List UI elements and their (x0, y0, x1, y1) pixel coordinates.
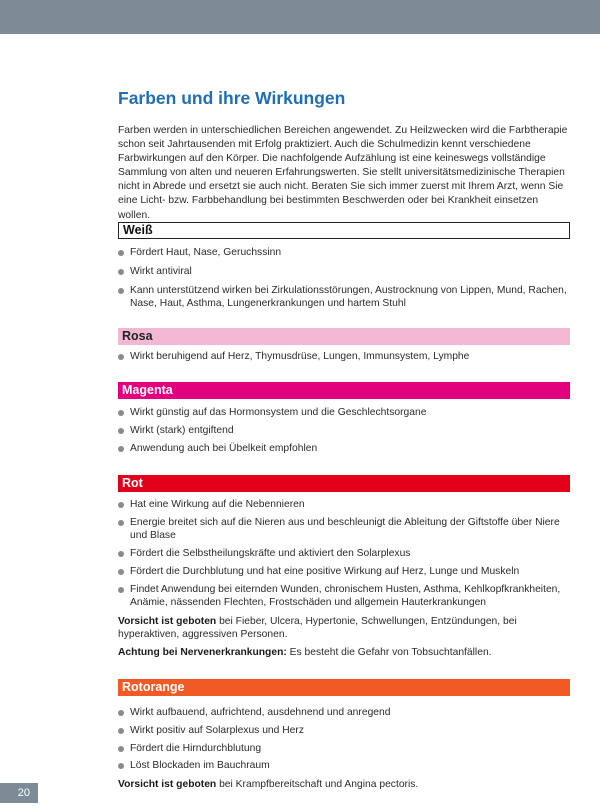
list-item: Hat eine Wirkung auf die Nebennieren (118, 499, 570, 512)
list-weiss (118, 247, 570, 317)
bullet-icon (118, 763, 124, 769)
bullet-icon (118, 410, 124, 416)
bullet-icon (118, 502, 124, 508)
bullet-icon (118, 288, 124, 294)
page-title: Farben und ihre Wirkungen (118, 88, 346, 108)
page-number: 20 (0, 783, 38, 803)
list-item: Wirkt beruhigend auf Herz, Thymusdrüse, Lungen, Immunsystem, Lymphe (118, 351, 570, 364)
bullet-icon (118, 269, 124, 275)
list-item: Anwendung auch bei Übelkeit empfohlen (118, 443, 570, 456)
list-rotorange (118, 707, 570, 778)
bullet-icon (118, 520, 124, 526)
list-item: Fördert die Hirndurchblutung (118, 743, 570, 756)
list-rosa (118, 351, 570, 370)
bullet-icon (118, 428, 124, 434)
list-item: Kann unterstützend wirken bei Zirkulationsstörungen, Austrocknung von Lippen, Mund, Rachen, Nase, Haut, Asthma, Lungenerkrankungen und hartem Stuhl (118, 285, 570, 310)
header-bar (0, 0, 600, 34)
bullet-icon (118, 354, 124, 360)
bullet-icon (118, 446, 124, 452)
section-heading-rosa: Rosa (118, 328, 570, 345)
list-item: Fördert Haut, Nase, Geruchssinn (118, 247, 570, 260)
list-item: Wirkt (stark) entgiftend (118, 425, 570, 438)
list-magenta (118, 407, 570, 462)
list-rot (118, 499, 570, 615)
list-item: Fördert die Selbstheilungskräfte und aktiviert den Solarplexus (118, 548, 570, 561)
list-item: Löst Blockaden im Bauchraum (118, 760, 570, 773)
list-item: Wirkt antiviral (118, 266, 570, 279)
bullet-icon (118, 587, 124, 593)
list-item: Energie breitet sich auf die Nieren aus und beschleunigt die Ableitung der Giftstoffe über Niere und Blase (118, 517, 570, 542)
bullet-icon (118, 710, 124, 716)
bullet-icon (118, 551, 124, 557)
bullet-icon (118, 569, 124, 575)
list-item: Fördert die Durchblutung und hat eine positive Wirkung auf Herz, Lunge und Muskeln (118, 566, 570, 579)
bullet-icon (118, 250, 124, 256)
section-heading-rot: Rot (118, 475, 570, 492)
section-heading-magenta: Magenta (118, 382, 570, 399)
list-item: Wirkt günstig auf das Hormonsystem und die Geschlechtsorgane (118, 407, 570, 420)
warning-note-rot: Achtung bei Nervenerkrankungen: Es besteht die Gefahr von Tobsuchtanfällen. (118, 647, 492, 658)
list-item: Wirkt aufbauend, aufrichtend, ausdehnend und anregend (118, 707, 570, 720)
caution-note-rotorange: Vorsicht ist geboten bei Krampfbereitschaft und Angina pectoris. (118, 779, 419, 790)
bullet-icon (118, 746, 124, 752)
list-item: Findet Anwendung bei eiternden Wunden, chronischem Husten, Asthma, Kehlkopfkrankheiten, Anämie, nässenden Flechten, Frostschäden und allgemein Hauterkrankungen (118, 584, 570, 609)
caution-note-rot: Vorsicht ist geboten bei Fieber, Ulcera, Hypertonie, Schwellungen, Entzündungen, bei hyperaktiven, aggressiven Personen. (118, 616, 517, 640)
list-item: Wirkt positiv auf Solarplexus und Herz (118, 725, 570, 738)
bullet-icon (118, 728, 124, 734)
intro-paragraph: Farben werden in unterschiedlichen Bereichen angewendet. Zu Heilzwecken wird die Farbtherapie schon seit Jahrtausenden mit Erfolg praktiziert. Auch die Schulmedizin kennt verschiedene Farbwirkungen auf den Körper. Die nachfolgende Aufzählung ist eine keineswegs vollständige Sammlung von alten und neueren Erfahrungswerten. Sie stellt universitätsmedizinische Therapien nicht in Abrede und ersetzt sie auch nicht. Beraten Sie sich immer zuerst mit Ihrem Arzt, wenn Sie eine Licht- bzw. Farbbehandlung bei bestimmten Beschwerden oder bei Krankheit einsetzen wollen. (118, 125, 568, 221)
section-heading-rotorange: Rotorange (118, 679, 570, 696)
section-heading-weiss: Weiß (118, 222, 570, 239)
